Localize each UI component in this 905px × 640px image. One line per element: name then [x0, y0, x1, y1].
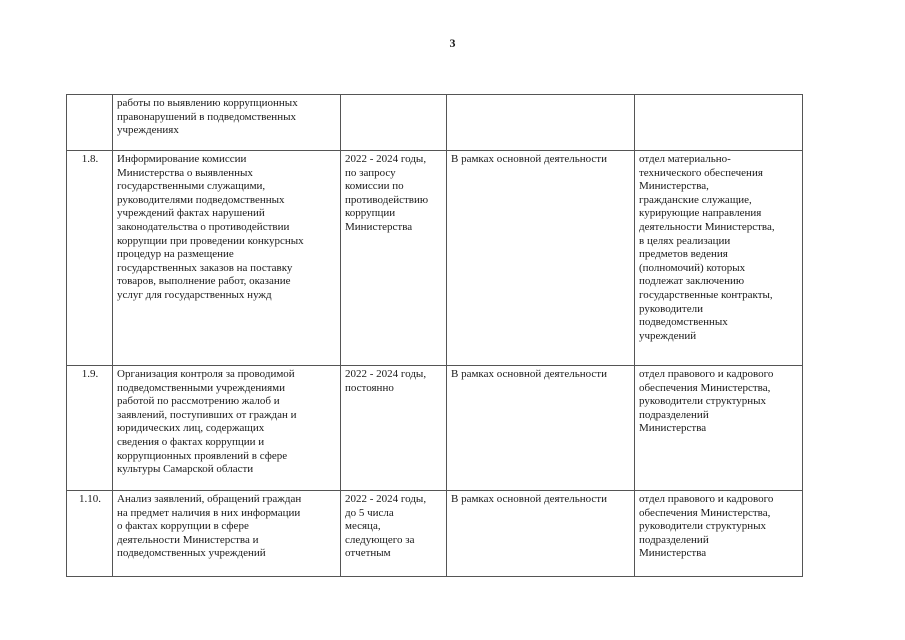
term-cell: 2022 - 2024 годы, до 5 числа месяца, следующего за отчетным: [341, 491, 447, 577]
executor-cell: отдел правового и кадрового обеспечения Министерства, руководители структурных подразделений Министерства: [635, 491, 803, 577]
table-row: [67, 491, 803, 577]
executor-cell: отдел материально- технического обеспечения Министерства, гражданские служащие, курирующие направления деятельности Министерства, в целях реализации предметов ведения (полномочий) которых подлежат заключению государственные контракты, руководители подведомственных учреждений: [635, 151, 803, 366]
funding-cell: [447, 95, 635, 151]
measures-table: [66, 94, 803, 577]
measure-cell: Организация контроля за проводимой подведомственными учреждениями работой по рассмотрению жалоб и заявлений, поступивших от граждан и юридических лиц, содержащих сведения о фактах коррупции и коррупционных проявлений в сфере культуры Самарской области: [113, 366, 341, 491]
measure-cell: работы по выявлению коррупционных правонарушений в подведомственных учреждениях: [113, 95, 341, 151]
row-number: 1.10.: [67, 491, 113, 577]
row-number: 1.9.: [67, 366, 113, 491]
term-cell: 2022 - 2024 годы, по запросу комиссии по противодействию коррупции Министерства: [341, 151, 447, 366]
funding-cell: В рамках основной деятельности: [447, 491, 635, 577]
term-cell: 2022 - 2024 годы, постоянно: [341, 366, 447, 491]
table-row: [67, 366, 803, 491]
table-row: [67, 95, 803, 151]
measure-cell: Информирование комиссии Министерства о выявленных государственными служащими, руководителями подведомственных учреждений фактах нарушений законодательства о противодействии коррупции при проведении конкурсных процедур на размещение государственных заказов на поставку товаров, выполнение работ, оказание услуг для государственных нужд: [113, 151, 341, 366]
row-number: [67, 95, 113, 151]
funding-cell: В рамках основной деятельности: [447, 151, 635, 366]
funding-cell: В рамках основной деятельности: [447, 366, 635, 491]
executor-cell: отдел правового и кадрового обеспечения Министерства, руководители структурных подразделений Министерства: [635, 366, 803, 491]
page-number: 3: [449, 36, 456, 50]
measure-cell: Анализ заявлений, обращений граждан на предмет наличия в них информации о фактах коррупции в сфере деятельности Министерства и подведомственных учреждений: [113, 491, 341, 577]
table-row: [67, 151, 803, 366]
term-cell: [341, 95, 447, 151]
row-number: 1.8.: [67, 151, 113, 366]
executor-cell: [635, 95, 803, 151]
